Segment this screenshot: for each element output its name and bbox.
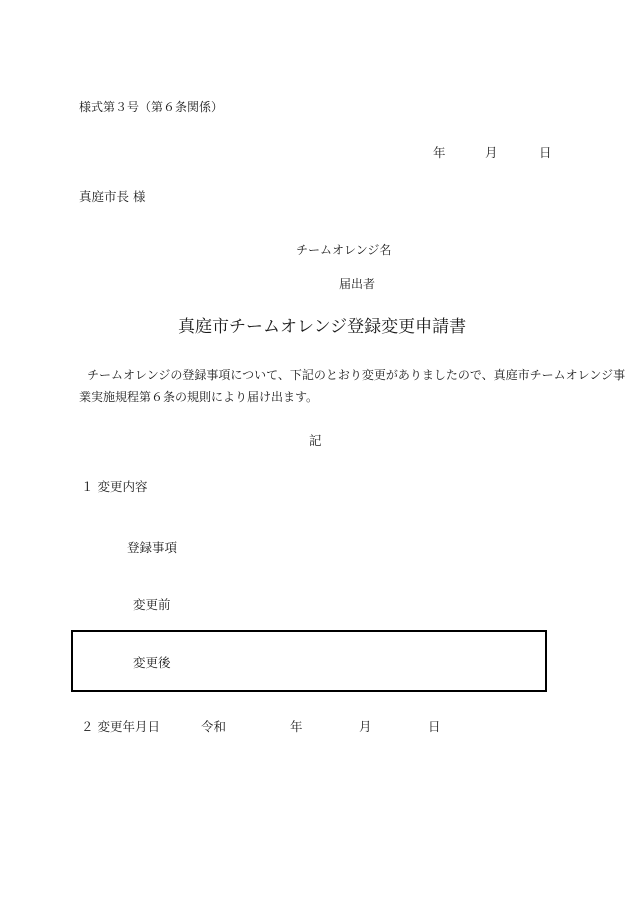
section-2-heading: ２ 変更年月日: [81, 719, 160, 734]
body-line-1: チームオレンジの登録事項について、下記のとおり変更がありましたので、真庭市チームオレンジ事: [87, 368, 626, 382]
document-title: 真庭市チームオレンジ登録変更申請書: [178, 317, 467, 337]
form-number: 様式第３号（第６条関係）: [79, 100, 224, 114]
ki-marker: 記: [309, 433, 322, 448]
team-name-label: チームオレンジ名: [296, 243, 392, 257]
body-line-2: 業実施規程第６条の規則により届け出ます。: [79, 390, 319, 404]
date-day-label: 日: [539, 145, 552, 160]
change-date-era: 令和: [201, 719, 227, 734]
section-1-heading: １ 変更内容: [81, 479, 148, 494]
change-date-day-label: 日: [428, 719, 441, 734]
before-change-label: 変更前: [133, 597, 171, 612]
after-change-label: 変更後: [133, 655, 171, 670]
date-month-label: 月: [485, 145, 498, 160]
change-date-month-label: 月: [359, 719, 372, 734]
change-date-year-label: 年: [290, 719, 303, 734]
registration-item-label: 登録事項: [127, 540, 178, 555]
date-year-label: 年: [433, 145, 446, 160]
applicant-label: 届出者: [339, 277, 376, 291]
addressee: 真庭市長 様: [79, 189, 146, 204]
